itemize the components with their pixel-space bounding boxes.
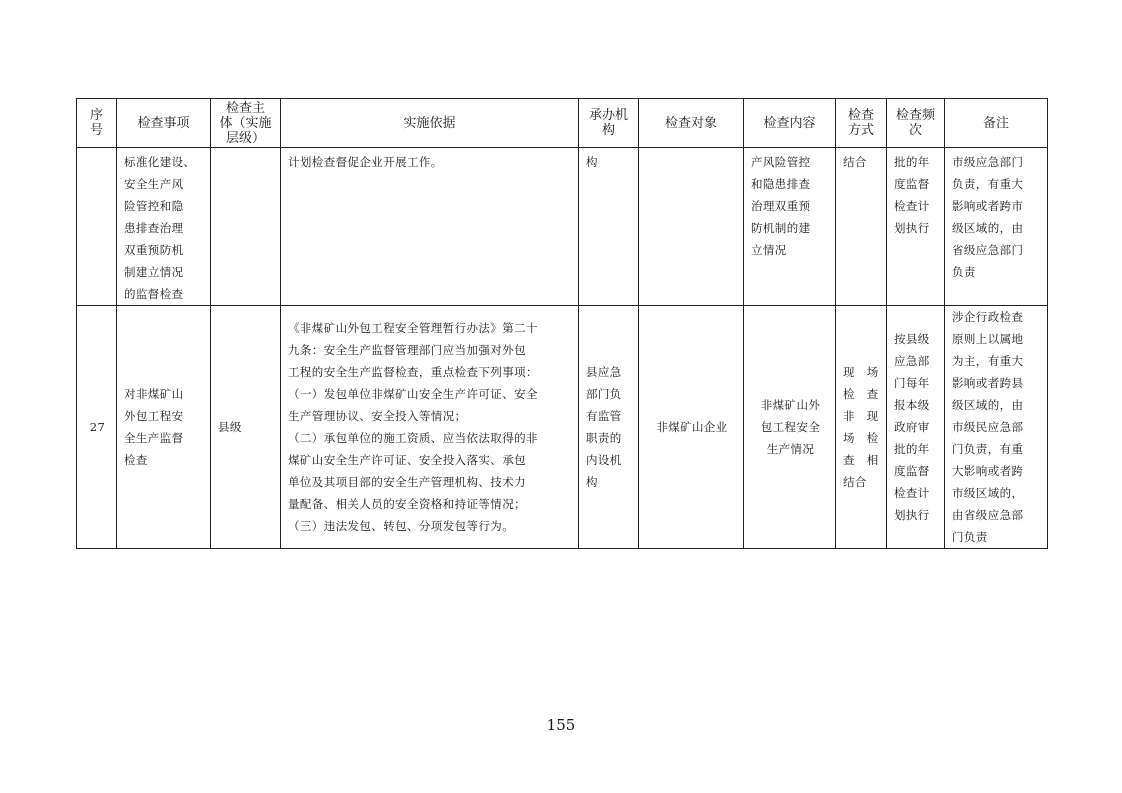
cell-line: 批的年 (894, 442, 930, 456)
cell-line: （三）违法发包、转包、分项发包等行为。 (288, 519, 515, 533)
header-line: 检查频 (895, 108, 935, 123)
cell-line: 影响或者跨市 (952, 199, 1024, 213)
cell-line: 划执行 (894, 221, 930, 235)
cell-line: 单位及其项目部的安全生产管理机构、技术力 (288, 475, 526, 489)
cell-line: 安全生产风 (124, 177, 184, 191)
cell-line: 度监督 (894, 177, 930, 191)
cell-line: 检 查 (843, 387, 879, 401)
table-row (77, 148, 1048, 306)
cell-line: （二）承包单位的施工资质、应当依法取得的非 (288, 431, 538, 445)
cell-number (77, 148, 117, 306)
cell-remarks (945, 148, 1048, 306)
cell-method (836, 148, 887, 306)
cell-line: 市级民应急部 (952, 420, 1024, 434)
cell-line: 险管控和隐 (124, 199, 184, 213)
header-line: 备注 (982, 115, 1009, 131)
cell-line: 负责，有重大 (952, 177, 1024, 191)
cell-line: 生产管理协议、安全投入等情况； (288, 409, 467, 423)
cell-line: 全生产监督 (124, 431, 184, 445)
cell-line: 立情况 (751, 243, 787, 257)
cell-item (117, 148, 211, 306)
header-subject (211, 99, 281, 148)
cell-line: 生产情况 (766, 442, 815, 456)
inspection-table (76, 98, 1048, 549)
cell-line: 影响或者跨县 (952, 376, 1024, 390)
cell-line: 结合 (843, 475, 867, 489)
header-item (117, 99, 211, 148)
cell-line: 划执行 (894, 508, 930, 522)
cell-line: 省级应急部门 (952, 243, 1024, 257)
cell-line: 和隐患排查 (751, 177, 811, 191)
header-line: 层级） (225, 130, 265, 146)
cell-line: 按县级 (894, 332, 930, 346)
cell-line: 制建立情况 (124, 265, 184, 279)
cell-line: 检查 (124, 453, 148, 467)
cell-line: 外包工程安 (124, 409, 184, 423)
cell-line: 市级应急部门 (952, 155, 1024, 169)
cell-line: 计划检查督促企业开展工作。 (288, 155, 443, 169)
table-row (77, 306, 1048, 549)
cell-line: 双重预防机 (124, 243, 184, 257)
cell-line: 标准化建设、 (124, 155, 196, 169)
cell-line: 对非煤矿山 (124, 387, 184, 401)
cell-line: 产风险管控 (751, 155, 811, 169)
cell-line: 查 相 (843, 453, 879, 467)
header-line: 号 (89, 123, 103, 138)
cell-line: 场 检 (843, 431, 879, 445)
header-content (744, 99, 836, 148)
cell-subject (211, 148, 281, 306)
header-target (639, 99, 744, 148)
header-number (77, 99, 117, 148)
header-line: 检查对象 (664, 115, 717, 131)
header-line: 实施依据 (403, 115, 456, 131)
cell-subject: 县级 (211, 306, 281, 549)
table-header-row (77, 99, 1048, 148)
cell-number: 27 (77, 306, 117, 549)
header-line: 方式 (847, 123, 874, 138)
cell-line: 煤矿山安全生产许可证、安全投入落实、承包 (288, 453, 526, 467)
cell-line: 包工程安全 (760, 420, 821, 434)
cell-line: 市级区域的， (952, 486, 1024, 500)
cell-item (117, 306, 211, 549)
cell-content (744, 306, 836, 549)
cell-line: 检查计 (894, 199, 930, 213)
cell-line: 非 现 (843, 409, 879, 423)
header-basis (281, 99, 579, 148)
cell-line: 涉企行政检查 (952, 310, 1024, 324)
cell-line: 大影响或者跨 (952, 464, 1024, 478)
cell-line: 现 场 (843, 365, 879, 379)
cell-line: 为主，有重大 (952, 354, 1024, 368)
header-agency (579, 99, 639, 148)
cell-line: 工程的安全生产监督检查，重点检查下列事项： (288, 365, 538, 379)
cell-line: 结合 (843, 155, 867, 169)
cell-line: 报本级 (894, 398, 930, 412)
cell-line: 级区域的，由 (952, 398, 1024, 412)
cell-line: 级区域的，由 (952, 221, 1024, 235)
header-line: 序 (89, 108, 103, 123)
cell-line: 的监督检查 (124, 287, 184, 301)
cell-line: 批的年 (894, 155, 930, 169)
cell-remarks (945, 306, 1048, 549)
cell-target: 非煤矿山企业 (639, 306, 744, 549)
cell-frequency (887, 306, 945, 549)
header-line: 承办机 (588, 108, 628, 123)
cell-line: 应急部 (894, 354, 930, 368)
cell-line: 政府审 (894, 420, 930, 434)
cell-line: 患排查治理 (124, 221, 184, 235)
cell-line: 九条：安全生产监督管理部门应当加强对外包 (288, 343, 526, 357)
header-line: 检查事项 (137, 115, 190, 131)
page-number: 155 (546, 716, 576, 734)
cell-line: （一）发包单位非煤矿山安全生产许可证、安全 (288, 387, 538, 401)
cell-line: 原则上以属地 (952, 332, 1024, 346)
cell-line: 治理双重预 (751, 199, 811, 213)
header-method (836, 99, 887, 148)
cell-line: 量配备、相关人员的安全资格和持证等情况； (288, 497, 526, 511)
cell-line: 有监管 (586, 409, 622, 423)
cell-line: 负责 (952, 265, 976, 279)
cell-line: 门负责，有重 (952, 442, 1024, 456)
cell-line: 检查计 (894, 486, 930, 500)
cell-line: 防机制的建 (751, 221, 811, 235)
cell-method (836, 306, 887, 549)
header-line: 检查主 (225, 100, 265, 116)
cell-line: 县应急 (586, 365, 622, 379)
header-line: 检查 (847, 108, 874, 123)
cell-line: 由省级应急部 (952, 508, 1024, 522)
header-frequency (887, 99, 945, 148)
cell-line: 度监督 (894, 464, 930, 478)
header-line: 检查内容 (763, 115, 816, 131)
cell-line: 构 (586, 155, 598, 169)
cell-content (744, 148, 836, 306)
cell-line: 构 (586, 475, 598, 489)
cell-agency (579, 148, 639, 306)
cell-target (639, 148, 744, 306)
cell-line: 部门负 (586, 387, 622, 401)
cell-line: 内设机 (586, 453, 622, 467)
cell-line: 门负责 (952, 530, 988, 544)
cell-line: 非煤矿山外 (760, 398, 821, 412)
cell-agency (579, 306, 639, 549)
cell-line: 门每年 (894, 376, 930, 390)
header-remarks (945, 99, 1048, 148)
header-line: 体（实施 (219, 115, 272, 131)
cell-basis (281, 148, 579, 306)
cell-line: 《非煤矿山外包工程安全管理暂行办法》第二十 (288, 321, 538, 335)
cell-frequency (887, 148, 945, 306)
header-line: 构 (601, 123, 615, 138)
cell-line: 职责的 (586, 431, 622, 445)
cell-basis (281, 306, 579, 549)
header-line: 次 (908, 123, 922, 138)
